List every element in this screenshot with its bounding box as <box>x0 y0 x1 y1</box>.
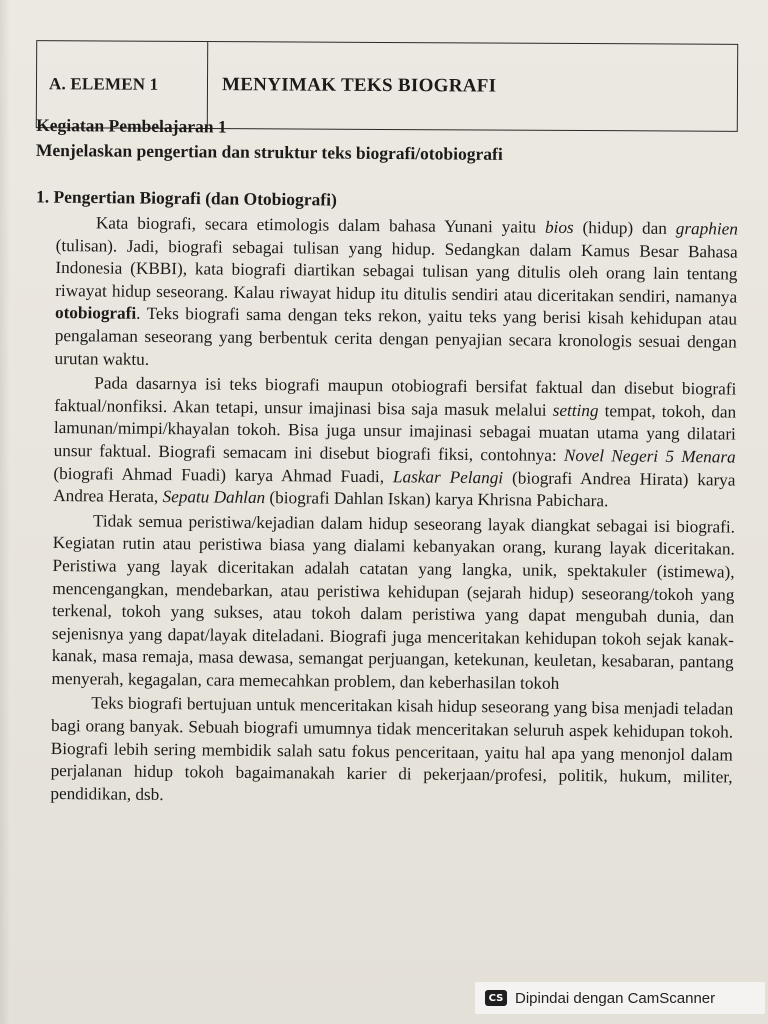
bold-term: otobiografi <box>54 303 137 324</box>
activity-description: Menjelaskan pengertian dan struktur teks biografi/otobiografi <box>35 139 503 164</box>
activity-number: Kegiatan Pembelajaran 1 <box>36 114 227 137</box>
italic-term: graphien <box>675 218 738 239</box>
paragraph-1 <box>54 212 737 377</box>
element-label: A. ELEMEN 1 <box>37 41 208 128</box>
text-run: . Teks biografi sama dengan teks rekon, yaitu teks yang berisi kisah kehidupan atau pengalaman seseorang yang berbentuk cerita dengan penyajian secara kronologis sesuai dengan urutan waktu. <box>54 304 738 369</box>
text-run: (hidup) dan <box>573 217 676 238</box>
paragraph-4: Teks biografi bertujuan untuk menceritakan kisah hidup seseorang yang bisa menjadi teladan bagi orang banyak. Sebuah biografi umumnya tidak menceritakan seluruh aspek kehidupan tokoh. Biografi lebih sering membidik salah satu fokus penceritaan, yaitu hal apa yang menonjol dalam perjalanan hidup tokoh bagaimanakah karier di pekerjaan/profesi, politik, hukum, militer, pendidikan, dsb. <box>50 693 734 804</box>
text-run: (biografi Ahmad Fuadi) karya Ahmad Fuadi, <box>53 463 394 486</box>
text-run: Kata biografi, secara etimologis dalam bahasa Yunani yaitu <box>95 213 546 237</box>
section-heading: 1. Pengertian Biografi (dan Otobiografi) <box>35 186 337 210</box>
text-run: (biografi Andrea Hirata) karya Andrea Herata, <box>53 467 736 507</box>
page-edge-shadow <box>0 0 10 1024</box>
text-run: (tulisan). Jadi, biografi sebagai tulisan yang hidup. Sedangkan dalam Kamus Besar Bahasa Indonesia (KBBI), kata biografi diartikan sebagai tulisan yang ditulis oleh orang lain tentang riwayat hidup seseorang. Kalau riwayat hidup itu ditulis sendiri atau diceritakan sendiri, namanya <box>55 235 738 307</box>
element-title: MENYIMAK TEKS BIOGRAFI <box>221 74 497 97</box>
italic-title: Novel Negeri 5 Menara <box>563 445 736 467</box>
text-run: (biografi Dahlan Iskan) karya Khrisna Pabichara. <box>265 488 609 511</box>
text-run: tempat, tokoh, dan lamunan/mimpi/khayalan tokoh. Bisa juga unsur imajinasi sebagai muatan utama yang dilatari unsur faktual. Biografi semacam ini disebut biografi fiksi, contohnya: <box>53 400 737 465</box>
watermark-text: Dipindai dengan CamScanner <box>515 989 716 1007</box>
paragraph-3: Tidak semua peristiwa/kejadian dalam hidup seseorang layak diangkat sebagai isi biografi. Kegiatan rutin atau peristiwa biasa yang dialami kebanyakan orang, kurang layak diceritakan. Peristiwa yang layak diceritakan adalah catatan yang langka, unik, spektakuler (istimewa), mencengangkan, mendebarkan, atau peristiwa kehidupan (sejarah hidup) seseorang/tokoh yang terkenal, tokoh yang sukses, atau tokoh dalam peristiwa yang dapat mengubah dunia, dan sejenisnya yang dapat/layak diteladani. Biografi juga menceritakan kehidupan tokoh sejak kanak-kanak, masa remaja, masa dewasa, semangat perjuangan, ketekunan, keuletan, kesabaran, pantang menyerah, kegagalan, cara memecahkan problem, dan keberhasilan tokoh <box>51 511 736 693</box>
italic-term: bios <box>544 217 574 237</box>
italic-title: Sepatu Dahlan <box>162 487 266 508</box>
learning-activity-heading <box>36 113 746 169</box>
text-run: Pada dasarnya isi teks biografi maupun otobiografi bersifat faktual dan disebut biografi faktual/nonfiksi. Akan tetapi, unsur imajinasi bisa saja masuk melalui <box>54 373 737 420</box>
italic-term: setting <box>552 400 599 420</box>
paragraph-2 <box>53 372 736 514</box>
body-text <box>50 212 738 812</box>
camscanner-watermark <box>475 982 765 1014</box>
camscanner-logo-icon: CS <box>485 990 507 1006</box>
italic-title: Laskar Pelangi <box>392 466 504 487</box>
